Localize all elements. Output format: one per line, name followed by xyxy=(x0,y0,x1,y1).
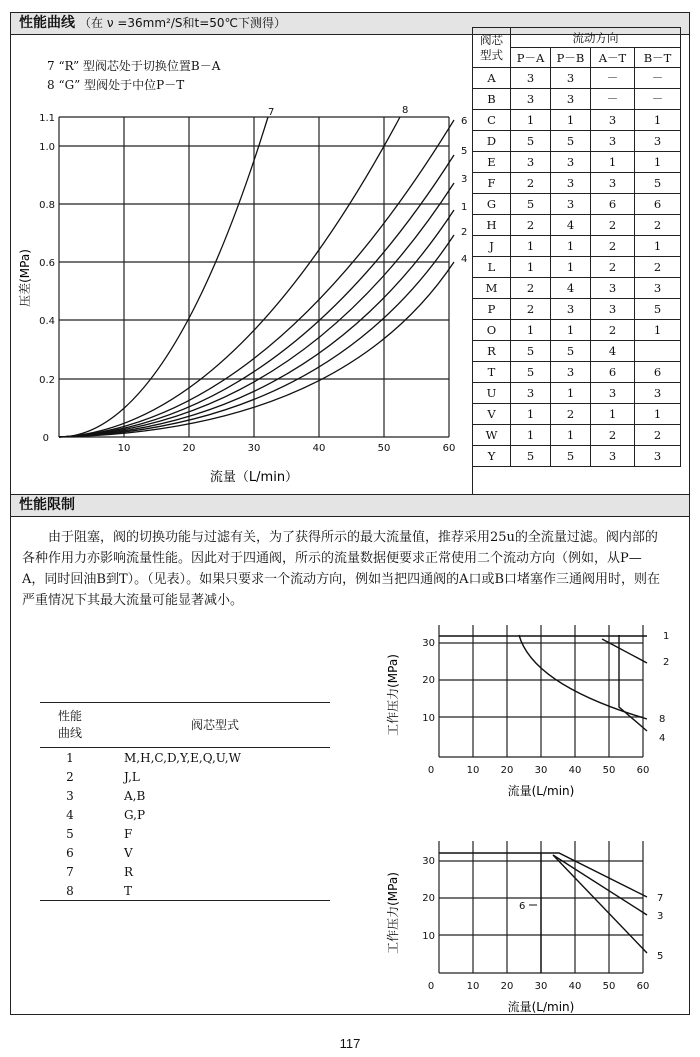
flow-value-cell: 3 xyxy=(591,446,635,467)
table-row xyxy=(473,299,681,320)
x-tick-label: 0 xyxy=(427,981,435,992)
flow-value-cell: 2 xyxy=(511,215,551,236)
flow-value-cell: 2 xyxy=(591,236,635,257)
flow-value-cell: 5 xyxy=(511,341,551,362)
x-tick-label: 20 xyxy=(182,443,196,454)
x-tick-label: 60 xyxy=(636,981,650,992)
table-row xyxy=(40,748,330,768)
flow-value-cell: － xyxy=(591,68,635,89)
x-tick-labels xyxy=(428,981,650,992)
curve-8 xyxy=(519,635,647,719)
flow-value-cell: 5 xyxy=(511,446,551,467)
flow-value-cell: － xyxy=(635,89,681,110)
flow-value-cell: 3 xyxy=(551,152,591,173)
x-tick-label: 30 xyxy=(247,443,261,454)
curve-number-cell: 3 xyxy=(66,788,74,803)
flow-value-cell: 2 xyxy=(591,320,635,341)
y-axis-label: 压差(MPa) xyxy=(18,249,32,307)
flow-value-cell: 1 xyxy=(511,236,551,257)
flow-value-cell: 6 xyxy=(591,194,635,215)
limits-paragraph: 由于阻塞，阀的切换功能与过滤有关，为了获得所示的最大流量值，推荐采用25u的全流量过滤。阀内部的各种作用力亦影响流量性能。因此对于四通阀，所示的流量数据便要求正常使用二个流动方向（例如，从P—A，同时回油B到T）。（见表）。如果只要求一个流动方向，例如当把四通阀的A口或B口堵塞作三通阀用时，则在严重情况下其最大流量可能显著减小。 xyxy=(22,530,661,608)
flow-value-cell: 2 xyxy=(511,278,551,299)
curve-number-cell: 8 xyxy=(40,881,100,901)
curve-label-3: 3 xyxy=(657,911,664,922)
spool-type-header xyxy=(473,28,511,68)
flow-value-cell: 5 xyxy=(511,194,551,215)
x-axis-label: 流量（L/min） xyxy=(209,470,299,485)
table-row xyxy=(473,194,681,215)
flow-value-cell: 2 xyxy=(635,425,681,446)
curve-label-8: 8 xyxy=(659,714,666,725)
y-tick-label: 0 xyxy=(42,433,49,444)
spool-type-cell: F xyxy=(473,173,511,194)
curve-number-cell: 5 xyxy=(66,826,74,841)
spool-list-cell: V xyxy=(124,845,133,860)
curve-1 xyxy=(59,210,454,437)
limit-chart-2 xyxy=(373,831,689,1016)
flow-value-cell: 1 xyxy=(551,110,591,131)
spool-type-cell: R xyxy=(473,341,511,362)
flow-value-cell: 1 xyxy=(511,425,551,446)
spool-type-cell: O xyxy=(473,320,511,341)
col-header-p-b: P－B xyxy=(551,48,591,68)
y-tick-labels xyxy=(422,638,435,724)
flow-value-cell: 6 xyxy=(591,362,635,383)
spool-type-cell: U xyxy=(473,383,511,404)
table-row xyxy=(473,152,681,173)
flow-value-cell: 3 xyxy=(635,446,681,467)
col-header-p-a: P－A xyxy=(511,48,551,68)
x-axis-label: 流量(L/min) xyxy=(507,784,575,798)
flow-value-cell: 2 xyxy=(591,425,635,446)
y-tick-label: 0.6 xyxy=(39,258,55,269)
spool-type-cell: Y xyxy=(473,446,511,467)
flow-value-cell: 3 xyxy=(591,278,635,299)
spool-type-cell: C xyxy=(473,110,511,131)
page-number: 117 xyxy=(339,1036,361,1051)
flow-value-cell: 3 xyxy=(551,362,591,383)
spool-type-cell: H xyxy=(473,215,511,236)
col-header-b-t: B－T xyxy=(635,48,681,68)
curve-label-4: 4 xyxy=(461,254,468,265)
table-row xyxy=(473,362,681,383)
table-row xyxy=(473,110,681,131)
flow-value-cell: 3 xyxy=(511,68,551,89)
curve-number-cell: 4 xyxy=(66,807,74,822)
table-row xyxy=(40,786,330,805)
table-row xyxy=(473,173,681,194)
y-tick-label: 30 xyxy=(422,856,435,867)
flow-value-cell: 3 xyxy=(511,383,551,404)
flow-value-cell: 2 xyxy=(635,215,681,236)
table-row xyxy=(473,131,681,152)
flow-value-cell: 3 xyxy=(551,299,591,320)
curve-label-1: 1 xyxy=(663,631,670,642)
spool-type-cell: V xyxy=(473,404,511,425)
table-row xyxy=(40,805,330,824)
y-tick-label: 20 xyxy=(422,893,435,904)
spool-list-cell: M,H,C,D,Y,E,Q,U,W xyxy=(124,750,241,765)
curve-label-7: 7 xyxy=(657,893,664,904)
flow-value-cell: 1 xyxy=(511,320,551,341)
flow-value-cell: 1 xyxy=(551,236,591,257)
flow-value-cell: 1 xyxy=(635,320,681,341)
x-tick-label: 0 xyxy=(427,765,435,776)
col-header-a-t: A－T xyxy=(591,48,635,68)
section-subtitle: （在 ν =36mm²/S和t=50℃下测得） xyxy=(79,16,287,30)
flow-value-cell: 3 xyxy=(635,383,681,404)
x-tick-label: 40 xyxy=(568,981,582,992)
flow-value-cell: 6 xyxy=(635,194,681,215)
table-row xyxy=(473,320,681,341)
flow-value-cell: 5 xyxy=(551,446,591,467)
flow-value-cell: 1 xyxy=(635,110,681,131)
flow-value-cell: 1 xyxy=(635,404,681,425)
x-axis-label: 流量(L/min) xyxy=(507,1000,575,1014)
curve-7 xyxy=(439,853,647,897)
header-label: 阀芯型式 xyxy=(480,32,503,62)
curve-label-5: 5 xyxy=(461,146,468,157)
flow-value-cell: 4 xyxy=(591,341,635,362)
x-tick-labels xyxy=(118,443,456,454)
table-row xyxy=(40,881,330,901)
x-tick-label: 40 xyxy=(568,765,582,776)
flow-value-cell: 3 xyxy=(635,278,681,299)
y-tick-label: 20 xyxy=(422,675,435,686)
y-axis-label: 工作压力(MPa) xyxy=(386,654,400,736)
flow-value-cell: 5 xyxy=(511,362,551,383)
flow-value-cell: 2 xyxy=(551,404,591,425)
flow-value-cell: 1 xyxy=(511,257,551,278)
flow-value-cell: － xyxy=(591,89,635,110)
flow-direction-header: 流动方向 xyxy=(511,28,681,48)
curve-label-6: 6 xyxy=(461,116,468,127)
x-tick-label: 30 xyxy=(534,765,548,776)
flow-value-cell: 3 xyxy=(511,89,551,110)
x-tick-label: 10 xyxy=(466,765,480,776)
flow-value-cell: 3 xyxy=(635,131,681,152)
curve-label-2: 2 xyxy=(461,227,468,238)
curve-labels xyxy=(659,631,669,744)
spool-list-cell: F xyxy=(124,826,133,841)
table-row xyxy=(473,404,681,425)
table-row xyxy=(473,278,681,299)
table-row xyxy=(40,862,330,881)
x-tick-label: 50 xyxy=(377,443,391,454)
flow-value-cell: 1 xyxy=(511,110,551,131)
spool-type-cell: M xyxy=(473,278,511,299)
flow-value-cell: 1 xyxy=(551,383,591,404)
table-row xyxy=(473,257,681,278)
curve-number-cell: 1 xyxy=(66,750,74,765)
flow-value-cell: 1 xyxy=(511,404,551,425)
curves xyxy=(439,853,647,973)
flow-value-cell: 3 xyxy=(511,152,551,173)
flow-value-cell: 1 xyxy=(591,152,635,173)
curve-5 xyxy=(59,155,454,437)
table-row xyxy=(40,767,330,786)
flow-value-cell: 2 xyxy=(511,299,551,320)
x-tick-label: 50 xyxy=(602,765,616,776)
table-row xyxy=(473,341,681,362)
flow-value-cell: 3 xyxy=(551,68,591,89)
curve-label-2: 2 xyxy=(663,657,670,668)
flow-value-cell: 1 xyxy=(551,425,591,446)
flow-value-cell: 1 xyxy=(551,257,591,278)
flow-value-cell: 2 xyxy=(591,257,635,278)
flow-value-cell: 3 xyxy=(591,383,635,404)
curve-label-8: 8 xyxy=(402,105,409,116)
curve-label-6: 6 xyxy=(519,901,526,912)
y-tick-label: 10 xyxy=(422,931,435,942)
flow-value-cell: 1 xyxy=(551,320,591,341)
spool-type-cell: W xyxy=(473,425,511,446)
section-title: 性能限制 xyxy=(19,497,75,513)
table-row xyxy=(473,446,681,467)
curve-spool-map-table xyxy=(40,702,330,901)
x-tick-label: 20 xyxy=(500,981,514,992)
spool-list-cell: T xyxy=(100,881,330,901)
flow-value-cell: 4 xyxy=(551,278,591,299)
curve-3 xyxy=(553,855,647,915)
x-tick-label: 10 xyxy=(117,443,131,454)
spool-list-cell: R xyxy=(124,864,134,879)
x-tick-label: 20 xyxy=(500,765,514,776)
spool-type-cell: L xyxy=(473,257,511,278)
y-tick-label: 1.1 xyxy=(39,113,55,124)
flow-value-cell: 3 xyxy=(591,110,635,131)
spool-flow-table xyxy=(472,27,681,467)
table-row xyxy=(40,843,330,862)
curve-label-4: 4 xyxy=(659,733,666,744)
flow-value-cell: 3 xyxy=(551,173,591,194)
spool-list-cell: J,L xyxy=(124,769,140,784)
y-tick-label: 30 xyxy=(422,638,435,649)
spool-type-cell: J xyxy=(473,236,511,257)
x-tick-label: 30 xyxy=(534,981,548,992)
spool-list-cell: G,P xyxy=(124,807,146,822)
x-tick-label: 60 xyxy=(636,765,650,776)
x-tick-label: 40 xyxy=(312,443,326,454)
curve-labels xyxy=(268,105,467,265)
flow-value-cell: 2 xyxy=(511,173,551,194)
spool-header: 阀芯型式 xyxy=(100,703,330,748)
spool-table-body xyxy=(473,68,681,467)
flow-value-cell: 1 xyxy=(635,236,681,257)
x-tick-label: 50 xyxy=(602,981,616,992)
curve-8 xyxy=(59,117,400,437)
pressure-drop-chart xyxy=(11,93,471,495)
y-tick-label: 0.8 xyxy=(39,200,55,211)
table-row xyxy=(40,824,330,843)
x-tick-labels xyxy=(428,765,650,776)
flow-value-cell: 5 xyxy=(635,173,681,194)
flow-value-cell: 3 xyxy=(591,173,635,194)
curve-label-1: 1 xyxy=(461,202,468,213)
flow-value-cell: 3 xyxy=(591,299,635,320)
spool-type-cell: B xyxy=(473,89,511,110)
curve-number-cell: 6 xyxy=(66,845,74,860)
curve-label-5: 5 xyxy=(657,951,664,962)
table-row xyxy=(473,236,681,257)
flow-value-cell: 2 xyxy=(635,257,681,278)
x-tick-label: 60 xyxy=(442,443,456,454)
table-row xyxy=(473,89,681,110)
flow-value-cell: 5 xyxy=(551,341,591,362)
y-axis-label: 工作压力(MPa) xyxy=(386,872,400,954)
flow-value-cell: 3 xyxy=(591,131,635,152)
curve-5 xyxy=(553,855,647,953)
curve-map-body xyxy=(40,748,330,901)
spool-type-cell: E xyxy=(473,152,511,173)
curve-4 xyxy=(59,262,454,437)
flow-value-cell: 6 xyxy=(635,362,681,383)
flow-value-cell: 3 xyxy=(551,194,591,215)
curve-number-cell: 7 xyxy=(66,864,74,879)
table-row xyxy=(473,68,681,89)
y-tick-label: 0.4 xyxy=(39,316,55,327)
flow-value-cell: 1 xyxy=(635,152,681,173)
y-tick-label: 0.2 xyxy=(39,375,55,386)
grid xyxy=(59,117,449,437)
y-tick-label: 1.0 xyxy=(39,142,55,153)
table-row xyxy=(473,425,681,446)
flow-value-cell: 3 xyxy=(551,89,591,110)
y-tick-labels xyxy=(422,856,435,942)
x-tick-label: 10 xyxy=(466,981,480,992)
curve-note-8: 8 “G” 型阀处于中位P－T xyxy=(47,78,185,92)
spool-type-cell: P xyxy=(473,299,511,320)
curve-header xyxy=(40,703,100,748)
limit-chart-1 xyxy=(373,615,689,800)
y-tick-labels xyxy=(39,113,55,444)
spool-list-cell: A,B xyxy=(124,788,146,803)
flow-value-cell: 5 xyxy=(511,131,551,152)
spool-type-cell: D xyxy=(473,131,511,152)
curve-note-7: 7 “R” 型阀芯处于切换位置B－A xyxy=(47,59,221,73)
section-header-performance-limits xyxy=(11,495,689,517)
curve-number-cell: 2 xyxy=(66,769,74,784)
spool-type-cell: A xyxy=(473,68,511,89)
flow-value-cell: 2 xyxy=(591,215,635,236)
flow-value-cell: 5 xyxy=(551,131,591,152)
header-label: 性能曲线 xyxy=(57,709,82,740)
curve-label-7: 7 xyxy=(268,107,275,118)
y-tick-label: 10 xyxy=(422,713,435,724)
section-title: 性能曲线 xyxy=(19,15,75,31)
curve-label-3: 3 xyxy=(461,174,468,185)
flow-value-cell: 5 xyxy=(635,299,681,320)
curve-7 xyxy=(59,117,268,437)
flow-value-cell: － xyxy=(635,68,681,89)
spool-type-cell: G xyxy=(473,194,511,215)
table-row xyxy=(473,383,681,404)
flow-value-cell: 1 xyxy=(591,404,635,425)
spool-type-cell: T xyxy=(473,362,511,383)
curves xyxy=(59,117,454,437)
table-row xyxy=(473,215,681,236)
flow-value-cell: 4 xyxy=(551,215,591,236)
flow-value-cell xyxy=(635,341,681,362)
